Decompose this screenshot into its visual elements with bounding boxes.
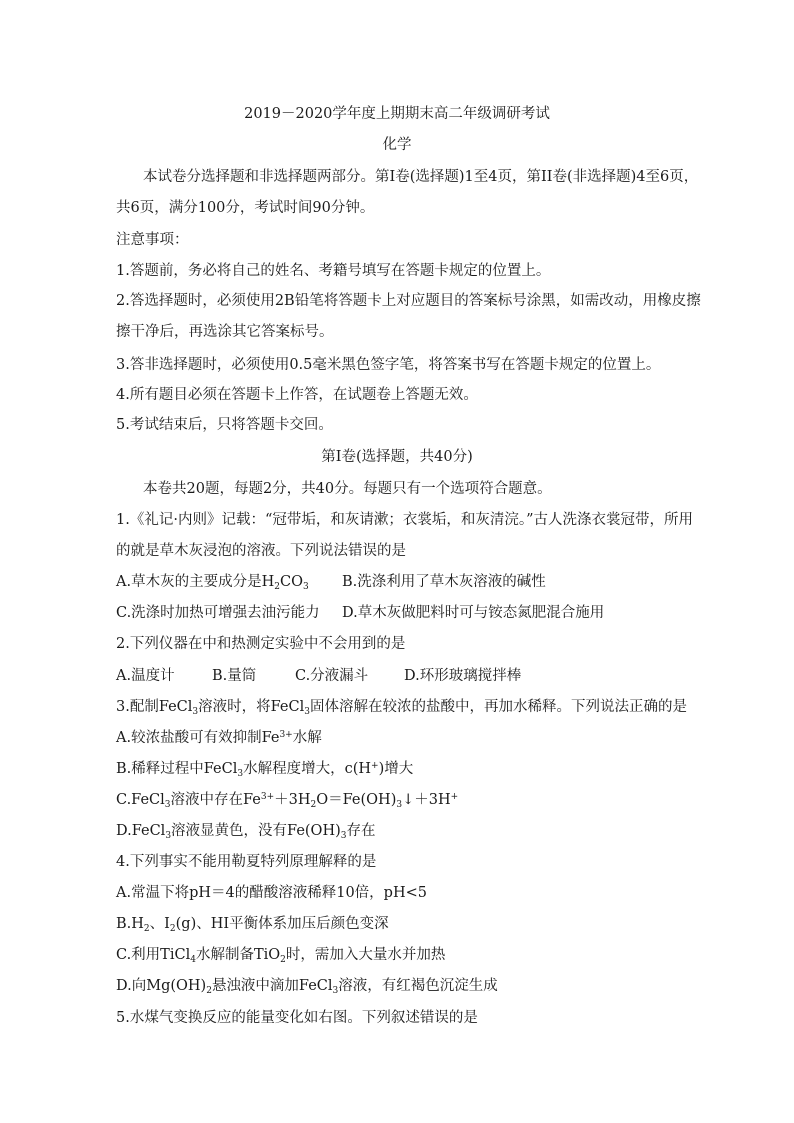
notice-item-5: 5.考试结束后，只将答题卡交回。 xyxy=(116,417,333,433)
q4-option-c: C.利用TiCl$_4$水解制备TiO$_2$时，需加入大量水并加热 xyxy=(116,947,446,965)
section-description: 本卷共20题，每题2分，共40分。每题只有一个选项符合题意。 xyxy=(143,481,552,497)
q3-stem: 3.配制FeCl$_3$溶液时，将FeCl$_3$固体溶解在较浓的盐酸中，再加水稀释。下列说法正确的是 xyxy=(116,699,687,717)
q1-option-a: A.草木灰的主要成分是$H_2CO_3$ xyxy=(116,574,309,592)
exam-title: 2019－2020学年度上期期末高二年级调研考试 xyxy=(244,106,550,122)
q1-option-b: B.洗涤利用了草木灰溶液的碱性 xyxy=(342,574,546,590)
subject-title: 化学 xyxy=(382,137,412,153)
intro-line-1: 本试卷分选择题和非选择题两部分。第I卷(选择题)1至4页，第II卷(非选择题)4至6页， xyxy=(143,169,699,185)
q3-option-b: B.稀释过程中FeCl$_3$水解程度增大，c(H+)增大 xyxy=(116,761,414,779)
q1-option-c: C.洗涤时加热可增强去油污能力 xyxy=(116,605,320,621)
q2-option-d: D.环形玻璃搅拌棒 xyxy=(404,668,522,684)
notice-item-4: 4.所有题目必须在答题卡上作答，在试题卷上答题无效。 xyxy=(116,387,478,403)
q1-stem-line-2: 的就是草木灰浸泡的溶液。下列说法错误的是 xyxy=(116,543,406,559)
q1-stem-line-1: 1.《礼记·内则》记载：“冠带垢，和灰请漱；衣裳垢，和灰清浣。”古人洗涤衣裳冠带，所用 xyxy=(116,512,694,528)
q1-option-d: D.草木灰做肥料时可与铵态氮肥混合施用 xyxy=(342,605,605,621)
notice-item-2: 2.答选择题时，必须使用2B铅笔将答题卡上对应题目的答案标号涂黑，如需改动，用橡皮擦 xyxy=(116,293,701,309)
q3-option-a: A.较浓盐酸可有效抑制$Fe^{3+}$水解 xyxy=(116,730,322,746)
notice-heading: 注意事项： xyxy=(116,232,189,248)
q3-option-c: C.FeCl$_3$溶液中存在$Fe^{3+}+3H_2O=Fe(OH)_3↓+3H^+$ xyxy=(116,792,459,810)
q2-option-c: C.分液漏斗 xyxy=(295,668,369,684)
q4-stem: 4.下列事实不能用勒夏特列原理解释的是 xyxy=(116,854,377,870)
q2-option-b: B.量筒 xyxy=(212,668,257,684)
notice-item-1: 1.答题前，务必将自己的姓名、考籍号填写在答题卡规定的位置上。 xyxy=(116,263,551,279)
notice-item-3: 3.答非选择题时，必须使用0.5毫米黑色签字笔，将答案书写在答题卡规定的位置上。 xyxy=(116,357,661,373)
q4-option-d: D.向$Mg(OH)_2$悬浊液中滴加FeCl$_3$溶液，有红褐色沉淀生成 xyxy=(116,978,498,996)
q2-option-a: A.温度计 xyxy=(116,668,175,684)
q4-option-a: A.常温下将pH＝4的醋酸溶液稀释10倍，pH<5 xyxy=(116,885,427,901)
q5-stem: 5.水煤气变换反应的能量变化如右图。下列叙述错误的是 xyxy=(116,1010,478,1026)
section-title: 第I卷(选择题，共40分) xyxy=(321,449,473,465)
notice-item-2-cont: 擦干净后，再选涂其它答案标号。 xyxy=(116,324,334,340)
q4-option-b: $B.H_2$、$I_2(g)$、HI平衡体系加压后颜色变深 xyxy=(116,916,389,934)
intro-line-2: 共6页，满分100分，考试时间90分钟。 xyxy=(116,200,375,216)
q2-stem: 2.下列仪器在中和热测定实验中不会用到的是 xyxy=(116,636,406,652)
q3-option-d: D.FeCl$_3$溶液显黄色，没有$Fe(OH)_3$存在 xyxy=(116,823,376,841)
